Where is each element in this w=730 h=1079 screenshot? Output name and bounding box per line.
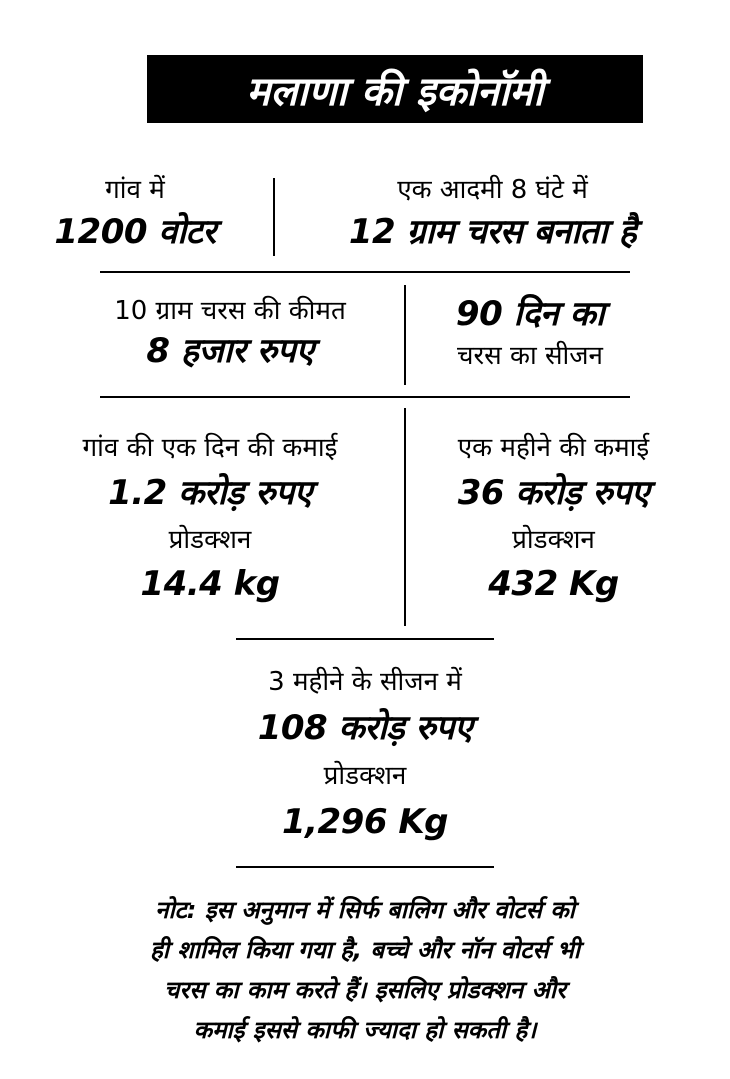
daily-production-value: 14.4 kg: [140, 564, 280, 604]
daily-earning-label: गांव की एक दिन की कमाई: [82, 433, 338, 463]
season-days-block: [415, 290, 645, 374]
footnote-line: चरस का काम करते हैं। इसलिए प्रोडक्शन और: [164, 976, 566, 1004]
voters-block: [30, 172, 240, 256]
price-block: [60, 293, 400, 373]
separator-2: [100, 396, 630, 398]
page-title: मलाणा की इकोनॉमी: [147, 55, 643, 123]
divider-row3: [404, 408, 406, 626]
monthly-earning-value: 36 करोड़ रुपए: [457, 473, 650, 513]
season-days-label: चरस का सीजन: [457, 341, 603, 371]
daily-production-label: प्रोडक्शन: [168, 525, 252, 555]
divider-row1: [273, 178, 275, 256]
season-production-label: प्रोडक्शन: [323, 761, 407, 791]
season-total-block: [165, 662, 565, 846]
season-total-value: 108 करोड़ रुपए: [257, 708, 473, 748]
separator-3: [236, 638, 494, 640]
price-value: 8 हजार रुपए: [146, 331, 314, 371]
voters-value: 1200 वोटर: [54, 212, 216, 252]
production-rate-value: 12 ग्राम चरस बनाता है: [348, 212, 637, 252]
daily-earning-value: 1.2 करोड़ रुपए: [108, 473, 312, 513]
season-total-label: 3 महीने के सीजन में: [268, 667, 462, 697]
separator-1: [100, 271, 630, 273]
footnote-line: ही शामिल किया गया है, बच्चे और नॉन वोटर्स भी: [149, 936, 580, 964]
monthly-earning-block: [412, 428, 695, 606]
daily-earning-block: [25, 428, 395, 606]
production-rate-block: [285, 172, 700, 256]
footnote-line: कमाई इससे काफी ज्यादा हो सकती है।: [193, 1016, 537, 1044]
separator-4: [236, 866, 494, 868]
monthly-production-label: प्रोडक्शन: [512, 525, 595, 555]
season-production-value: 1,296 Kg: [281, 802, 449, 842]
price-label: 10 ग्राम चरस की कीमत: [114, 296, 346, 326]
voters-label: गांव में: [105, 175, 165, 205]
production-rate-label: एक आदमी 8 घंटे में: [397, 175, 588, 205]
season-days-value: 90 दिन का: [455, 294, 605, 334]
monthly-production-value: 432 Kg: [488, 564, 619, 604]
footnote-line: नोट: इस अनुमान में सिर्फ बालिग और वोटर्स को: [155, 896, 575, 924]
footnote: [60, 890, 670, 1050]
divider-row2: [404, 285, 406, 385]
monthly-earning-label: एक महीने की कमाई: [457, 433, 650, 463]
